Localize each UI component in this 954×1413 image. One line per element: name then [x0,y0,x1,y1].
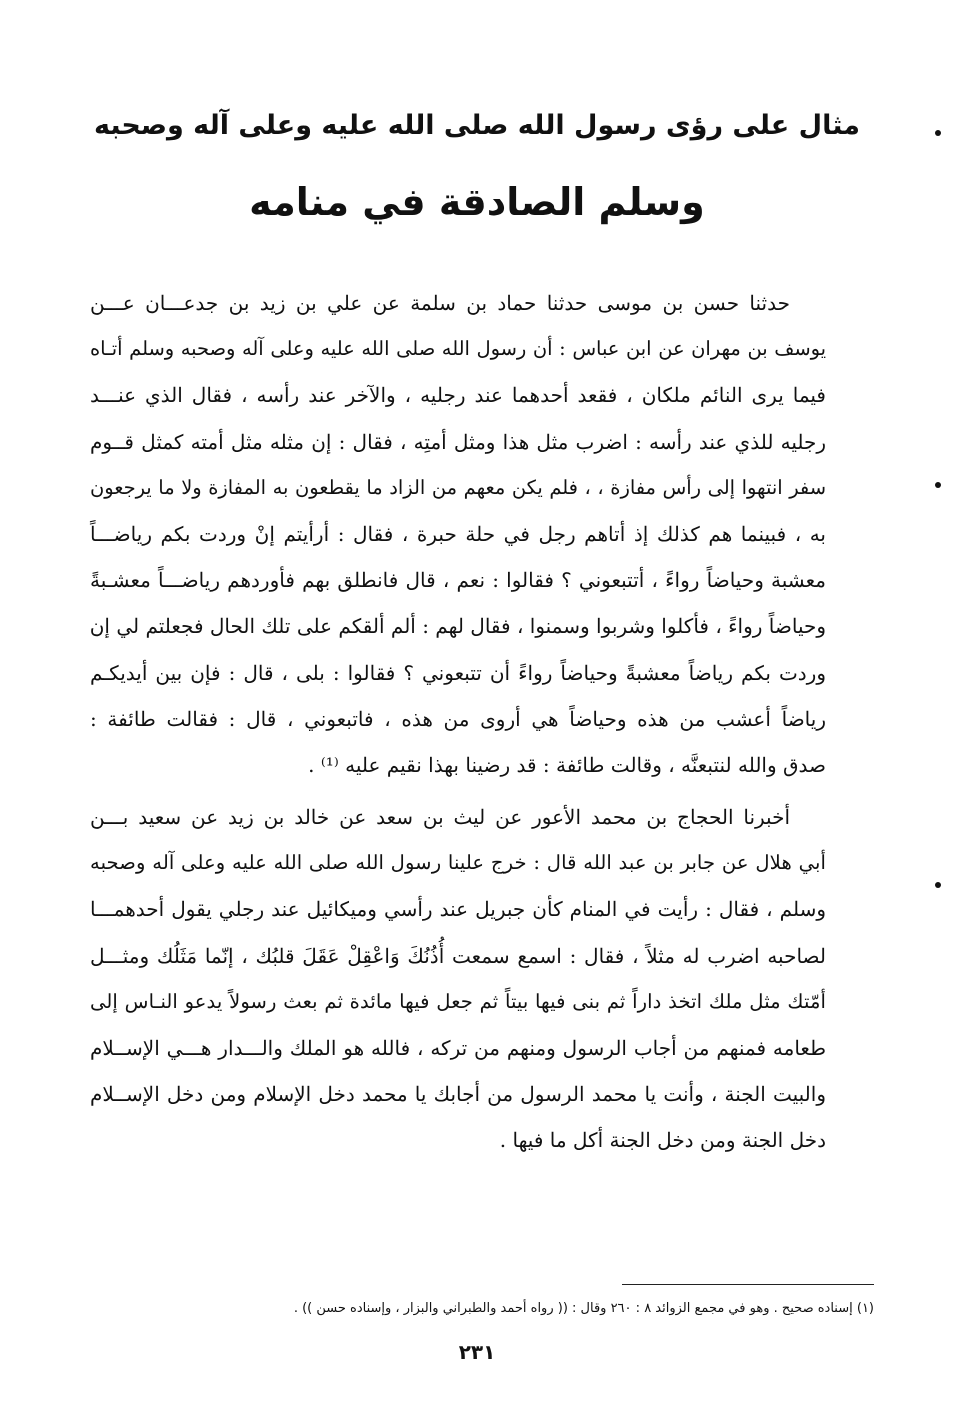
text-line: رجليه للذي عند رأسه : اضرب مثل هذا ومثل أمتِه ، فقال : إن مثله مثل أمته كمثل قــوم [90,429,826,454]
body-text [90,280,826,1164]
paragraph [90,280,826,788]
text-line: صدق والله لنتبعنَّه ، وقالت طائفة : قد رضينا بهذا نقيم عليه ⁽¹⁾ . [308,752,826,777]
footnote-divider [622,1284,874,1285]
text-line: أخبرنا الحجاج بن محمد الأعور عن ليث بن سعد عن خالد بن زيد عن سعيد بـــن [90,805,790,830]
text-line: لصاحبه اضرب له مثلاً ، فقال : اسمع سمعت أُذُنُكَ وَاعْقِلْ عَقَلَ قلبُك ، إنّما مَثَلُك ومثـــل [90,943,826,968]
text-line: أمّتك مثل ملك اتخذ داراً ثم بنى فيها بيتاً ثم جعل فيها مائدة ثم بعث رسولاً يدعو النـاس إلى [90,989,826,1013]
text-line: أبي هلال عن جابر بن عبد الله قال : خرج علينا رسول الله صلى الله عليه وعلى آله وصحبه [90,851,826,875]
text-line: وردت بكم رياضاً معشبةً وحياضاً رواءً أن تتبعوني ؟ فقالوا : بلى ، قال : فإن بين أيديكـم [90,660,826,685]
paragraph [90,794,826,1164]
text-line: معشبة وحياضاً رواءً ، أتتبعوني ؟ فقالوا : نعم ، قال فانطلق بهم فأوردهم رياضـــاً معشـبةً [90,568,826,593]
chapter-heading [90,88,864,240]
text-line: يوسف بن مهران عن ابن عباس : أن رسول الله صلى الله عليه وعلى آله وصحبه وسلم أتـاه [90,337,826,361]
margin-mark [935,482,941,488]
footnote [90,1297,874,1321]
text-line: دخل الجنة ومن دخل الجنة أكل ما فيها . [499,1128,826,1153]
page-number: ٢٣١ [458,1340,496,1364]
margin-mark [935,130,941,136]
text-line: سفر انتهوا إلى رأس مفازة ، ، فلم يكن معهم من الزاد ما يقطعون به المفازة ولا ما يرجعون [90,475,826,499]
heading-line: مثال على رؤى رسول الله صلى الله عليه وعلى آله وصحبه [94,110,860,141]
text-line: طعامه فمنهم من أجاب الرسول ومنهم من تركه ، فالله هو الملك والـــدار هـــي الإســلام [90,1036,826,1060]
text-line: حدثنا حسن بن موسى حدثنا حماد بن سلمة عن علي بن زيد بن جدعـــان عـــن [90,291,790,315]
text-line: به ، فبينما هم كذلك إذ أتاهم رجل في حلة حبرة ، فقال : أرأيتم إنْ وردت بكم رياضـــاً [90,521,826,546]
margin-mark [935,882,941,888]
text-line: وحياضاً رواءً ، فأكلوا وشربوا وسمنوا ، فقال لهم : ألم ألقكم على تلك الحال فجعلتم لي إن [89,614,826,639]
footnote-text: (١) إسناده صحيح . وهو في مجمع الزوائد ٨ : ٢٦٠ وقال : (( رواه أحمد والطبراني والبزار ، وإسناده حسن )) . [293,1301,874,1316]
text-line: فيما يرى النائم ملكان ، فقعد أحدهما عند رجليه ، والآخر عند رأسه ، فقال الذي عنـــد [90,383,826,408]
text-line: رياضاً أعشب من هذه وحياضاً هي أروى من هذه ، فاتبعوني ، قال : فقالت طائفة : [90,706,826,731]
text-line: وسلم ، فقال : رأيت في المنام كأن جبريل عند رأسي وميكائيل عند رجلي يقول أحدهمـــا [90,897,826,922]
text-line: والبيت الجنة ، وأنت يا محمد الرسول من أجابك يا محمد دخل الإسلام ومن دخل الإســلام [90,1082,826,1107]
heading-line: وسلم الصادقة في منامه [249,180,705,224]
